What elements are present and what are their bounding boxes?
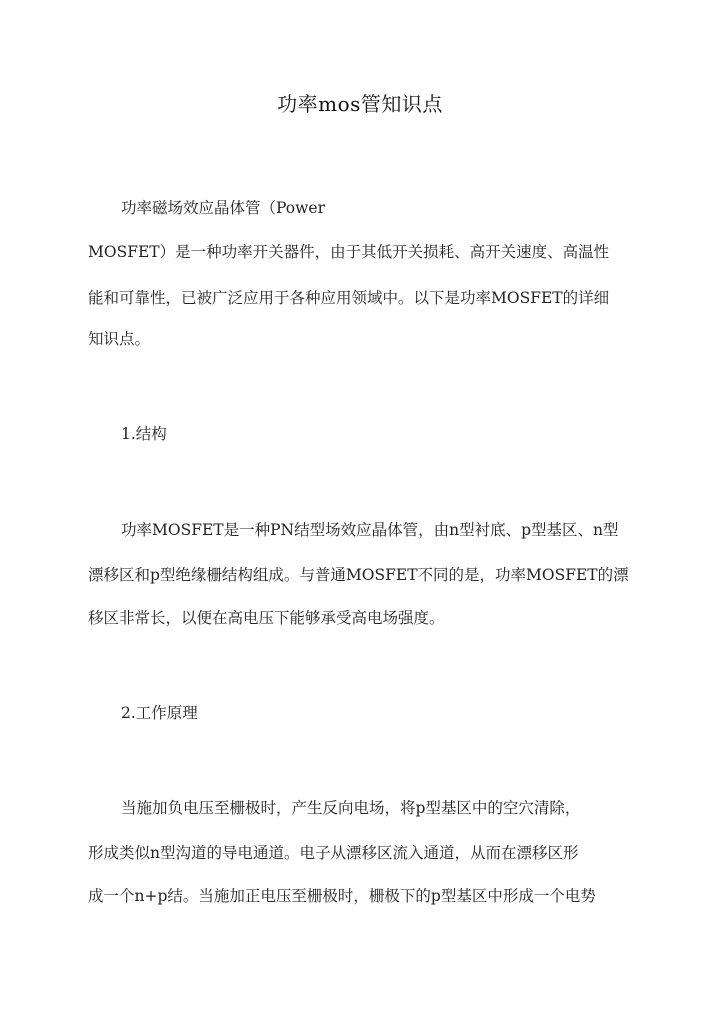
principle-line-1: 当施加负电压至栅极时，产生反向电场，将p型基区中的空穴清除， xyxy=(121,799,581,817)
structure-line-2: 漂移区和p型绝缘栅结构组成。与普通MOSFET不同的是，功率MOSFET的漂 xyxy=(88,566,629,584)
principle-line-3: 成一个n+p结。当施加正电压至栅极时，栅极下的p型基区中形成一个电势 xyxy=(88,887,596,905)
intro-line-1: 功率磁场效应晶体管（Power xyxy=(121,199,325,217)
principle-line-2: 形成类似n型沟道的导电通道。电子从漂移区流入通道，从而在漂移区形 xyxy=(88,844,579,862)
structure-line-1: 功率MOSFET是一种PN结型场效应晶体管，由n型衬底、p型基区、n型 xyxy=(121,521,619,539)
intro-line-2: MOSFET）是一种功率开关器件，由于其低开关损耗、高开关速度、高温性 xyxy=(88,243,610,261)
structure-line-3: 移区非常长，以便在高电压下能够承受高电场强度。 xyxy=(88,609,445,627)
intro-line-4: 知识点。 xyxy=(88,330,151,348)
document-title: 功率mos管知识点 xyxy=(277,92,443,116)
section-heading-principle: 2.工作原理 xyxy=(121,704,198,722)
section-heading-structure: 1.结构 xyxy=(121,425,167,443)
intro-line-3: 能和可靠性，已被广泛应用于各种应用领域中。以下是功率MOSFET的详细 xyxy=(88,289,610,307)
